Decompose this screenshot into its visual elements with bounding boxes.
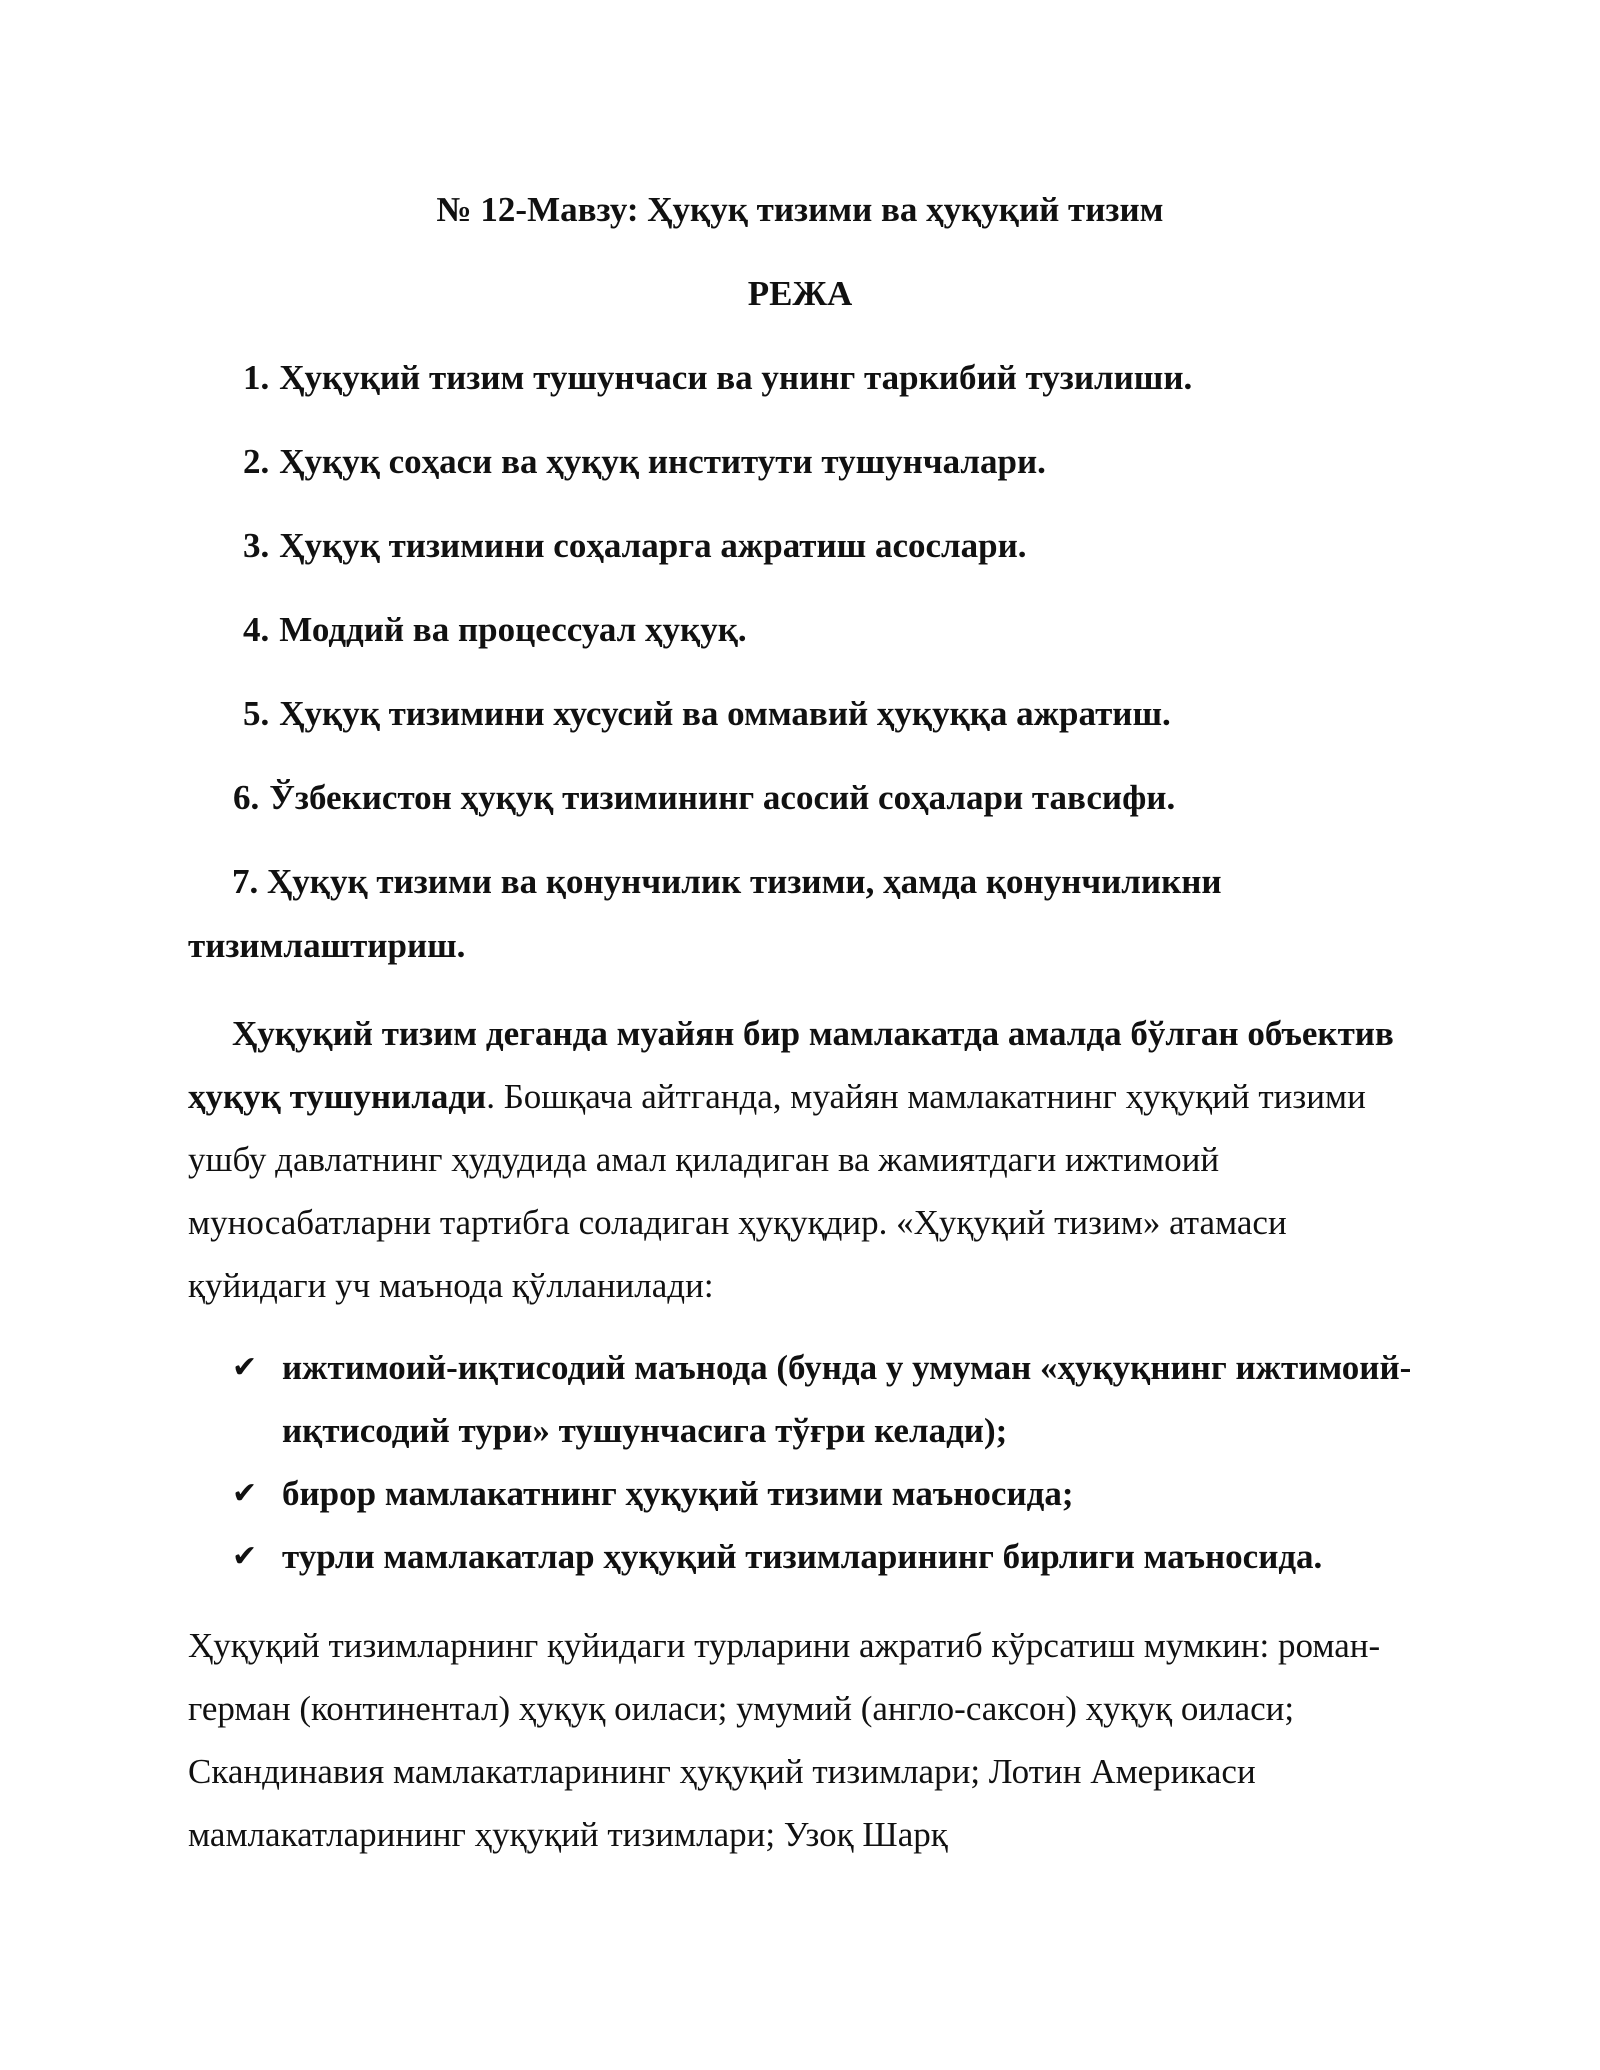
- plan-item-1: [243, 356, 1192, 400]
- plan-item-number: 6.: [233, 778, 260, 817]
- definition-bold-text: Ҳуқуқий тизим деганда муайян бир мамлакатда амалда бўлган объектив ҳуқуқ тушунилади: [188, 1014, 1394, 1116]
- checklist-item: [232, 1336, 1432, 1462]
- plan-item-3: [243, 524, 1027, 568]
- plan-item-2: [243, 440, 1046, 484]
- checkmark-icon: ✔: [232, 1350, 258, 1385]
- plan-item-7: [188, 850, 1408, 978]
- checklist-item-text: бирор мамлакатнинг ҳуқуқий тизими маъносида;: [282, 1474, 1074, 1513]
- checklist-item: [232, 1525, 1432, 1588]
- plan-item-text: Ўзбекистон ҳуқуқ тизимининг асосий соҳалари тавсифи.: [269, 778, 1176, 817]
- plan-item-text: Ҳуқуқ соҳаси ва ҳуқуқ институти тушунчалари.: [279, 442, 1046, 481]
- plan-item-number: 5.: [243, 694, 270, 733]
- plan-item-number: 1.: [243, 358, 270, 397]
- plan-item-text: Ҳуқуқий тизим тушунчаси ва унинг таркибий тузилиши.: [279, 358, 1193, 397]
- plan-item-number: 7.: [232, 862, 259, 901]
- plan-item-number: 4.: [243, 610, 270, 649]
- plan-item-6: [233, 776, 1175, 820]
- checklist-item: [232, 1462, 1432, 1525]
- definition-rest-text: . Бошқача айтганда, муайян мамлакатнинг ҳуқуқий тизими ушбу давлатнинг ҳудудида амал қиладиган ва жамиятдаги ижтимоий муносабатларни тартибга соладиган ҳуқуқдир. «Ҳуқуқий тизим» атамаси қуйидаги уч маънода қўлланилади:: [188, 1077, 1366, 1305]
- plan-item-text: Ҳуқуқ тизимини хусусий ва оммавий ҳуқуққа ажратиш.: [279, 694, 1171, 733]
- plan-item-text: Ҳуқуқ тизими ва қонунчилик тизими, ҳамда қонунчиликни тизимлаштириш.: [188, 862, 1222, 965]
- plan-heading: РЕЖА: [747, 274, 853, 313]
- meaning-checklist: [232, 1336, 1432, 1588]
- plan-item-text: Ҳуқуқ тизимини соҳаларга ажратиш асослари.: [279, 526, 1027, 565]
- checklist-item-text: ижтимоий-иқтисодий маънода (бунда у умуман «ҳуқуқнинг ижтимоий-иқтисодий тури» тушунчасига тўғри келади);: [282, 1348, 1412, 1450]
- document-title: № 12-Мавзу: Ҳуқуқ тизими ва ҳуқуқий тизим: [436, 190, 1164, 229]
- legal-systems-paragraph: Ҳуқуқий тизимларнинг қуйидаги турларини ажратиб кўрсатиш мумкин: роман-герман (континентал) ҳуқуқ оиласи; умумий (англо-саксон) ҳуқуқ оиласи; Скандинавия мамлакатларининг ҳуқуқий тизимлари; Лотин Америкаси мамлакатларининг ҳуқуқий тизимлари; Узоқ Шарқ: [188, 1626, 1381, 1854]
- plan-item-4: [243, 608, 747, 652]
- checklist-item-text: турли мамлакатлар ҳуқуқий тизимларининг бирлиги маъносида.: [282, 1537, 1323, 1576]
- plan-item-number: 3.: [243, 526, 270, 565]
- plan-item-5: [243, 692, 1171, 736]
- plan-item-text: Моддий ва процессуал ҳуқуқ.: [279, 610, 747, 649]
- definition-paragraph: [188, 1002, 1418, 1317]
- checkmark-icon: ✔: [232, 1539, 258, 1574]
- checkmark-icon: ✔: [232, 1476, 258, 1511]
- plan-item-number: 2.: [243, 442, 270, 481]
